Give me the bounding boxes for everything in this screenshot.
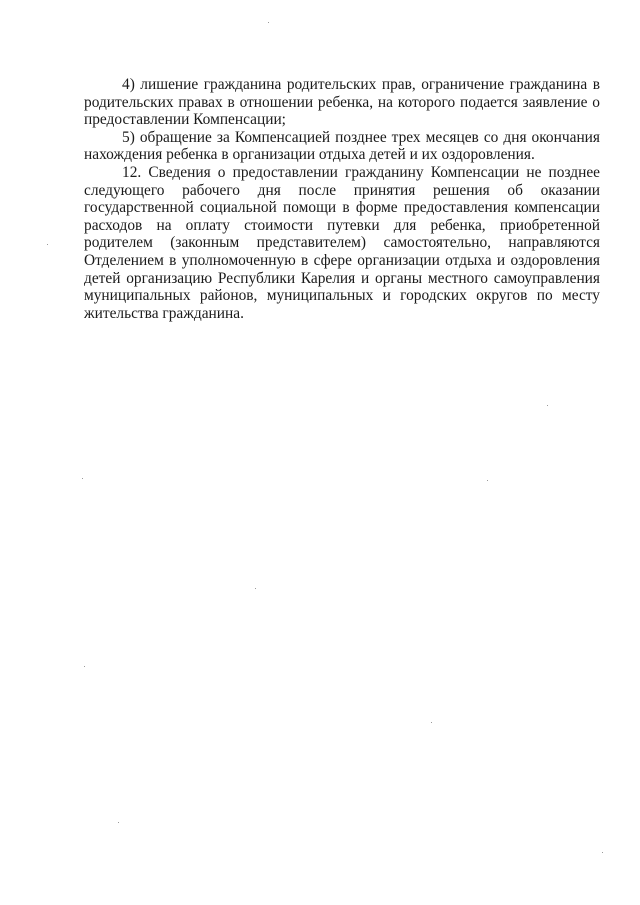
scan-speck <box>431 722 432 723</box>
document-body <box>84 76 600 322</box>
scan-speck <box>602 852 603 853</box>
paragraph-item-5: 5) обращение за Компенсацией позднее трех месяцев со дня окончания нахождения ребенка в организации отдыха детей и их оздоровления. <box>84 128 600 164</box>
scan-speck <box>82 478 83 479</box>
scan-speck <box>487 480 488 481</box>
paragraph-item-4: 4) лишение гражданина родительских прав, ограничение гражданина в родительских правах в отношении ребенка, на которого подается заявление о предоставлении Компенсации; <box>84 76 600 129</box>
paragraph-clause-12: 12. Сведения о предоставлении гражданину Компенсации не позднее следующего рабочего дня после принятия решения об оказании государственной социальной помощи в форме предоставления компенсации расходов на оплату стоимости путевки для ребенка, приобретенной родителем (законным представителем) самостоятельно, направляются Отделением в уполномоченную в сфере организации отдыха и оздоровления детей организацию Республики Карелия и органы местного самоуправления муниципальных районов, муниципальных и городских округов по месту жительства гражданина. <box>84 163 600 322</box>
scan-speck <box>47 244 48 245</box>
scan-speck <box>118 822 119 823</box>
scan-speck <box>84 666 85 667</box>
scan-speck <box>547 405 548 406</box>
scan-speck <box>255 588 256 589</box>
scan-speck <box>268 22 269 23</box>
